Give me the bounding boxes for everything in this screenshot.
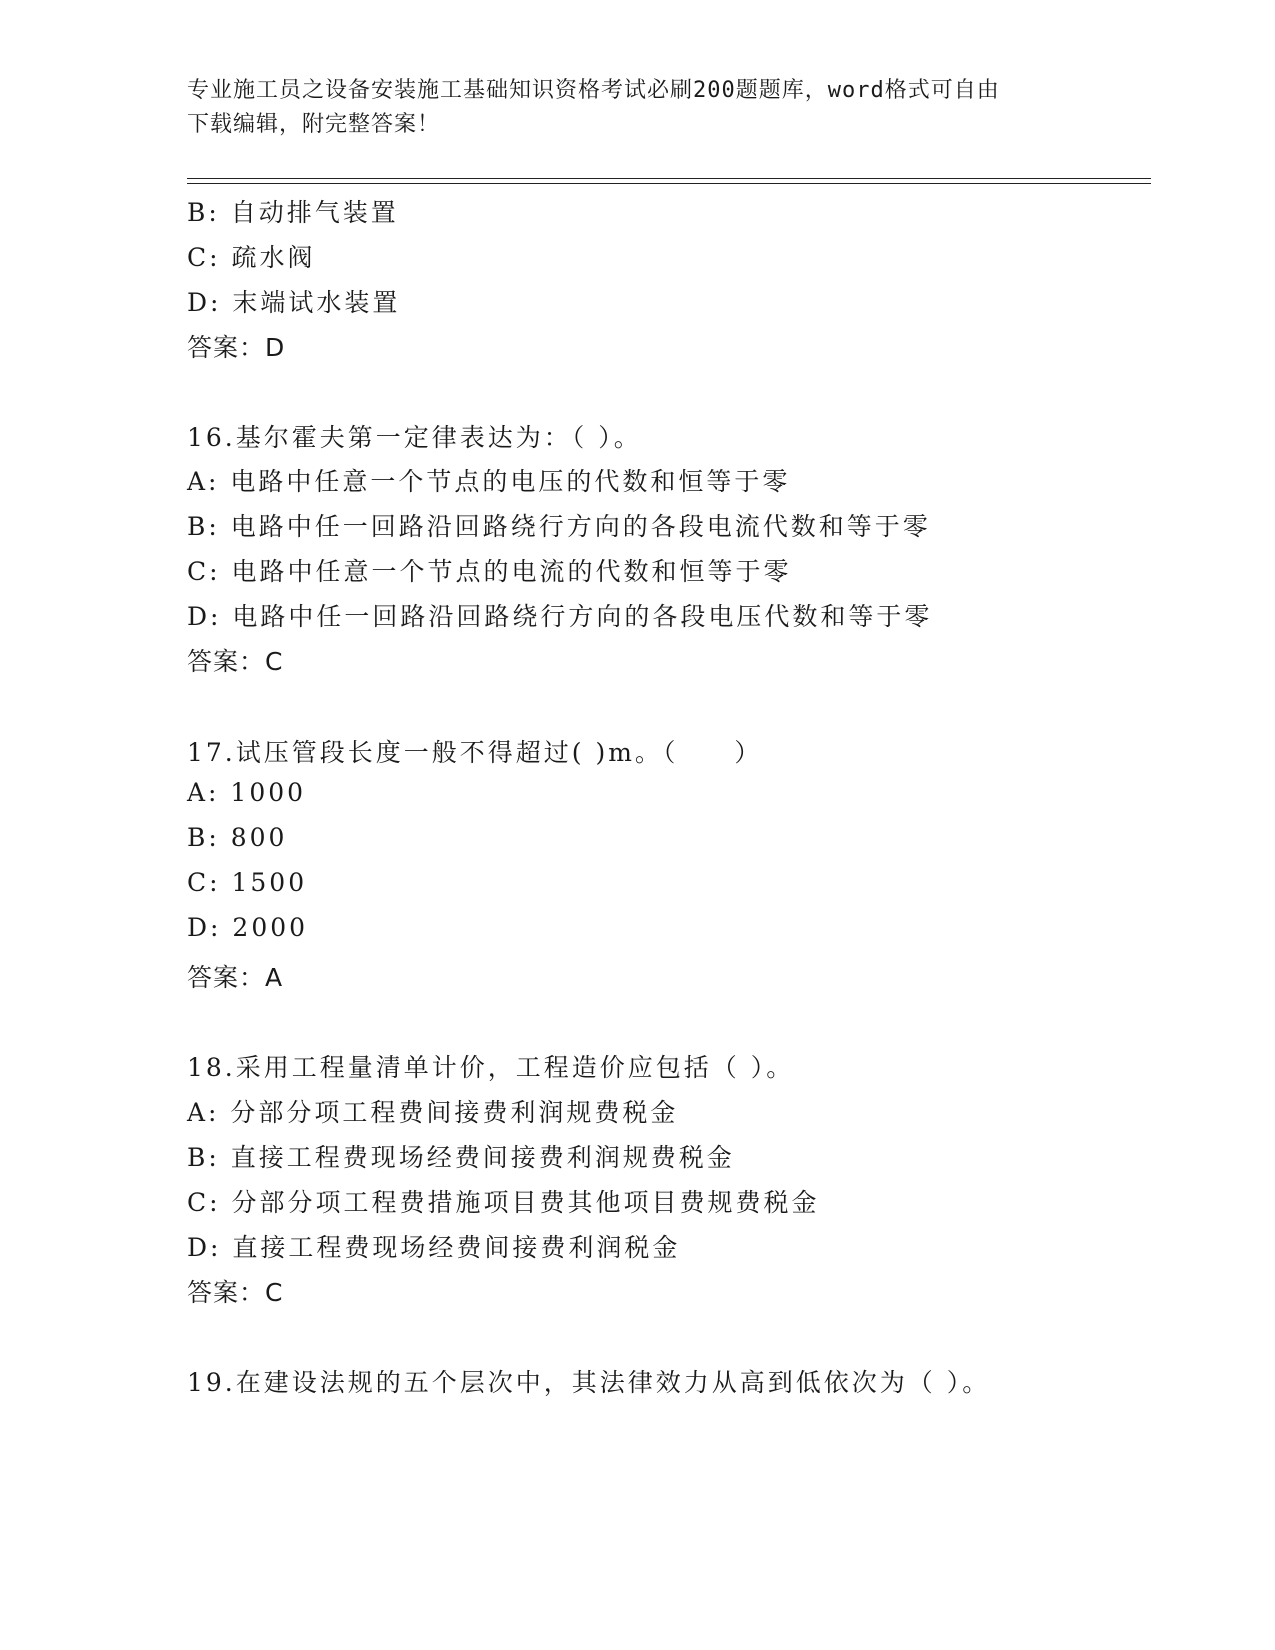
q15-option-c: C: 疏水阀 [187,243,316,272]
q16-option-d: D: 电路中任一回路沿回路绕行方向的各段电压代数和等于零 [187,602,933,631]
q19-stem: 19.在建设法规的五个层次中，其法律效力从高到低依次为（ ）。 [187,1368,991,1397]
header-divider-bottom [187,183,1151,184]
q15-answer: 答案：D [187,333,286,362]
q15-option-d: D: 末端试水装置 [187,288,401,317]
q17-stem: 17.试压管段长度一般不得超过( )m。（ ） [187,738,763,767]
q15-option-b: B: 自动排气装置 [187,198,399,227]
q18-option-a: A: 分部分项工程费间接费利润规费税金 [187,1098,679,1127]
q17-answer: 答案：A [187,963,284,992]
q18-option-c: C: 分部分项工程费措施项目费其他项目费规费税金 [187,1188,820,1217]
q17-option-b: B: 800 [187,823,288,852]
header-line-2: 下载编辑，附完整答案！ [187,112,441,137]
header-divider-top [187,178,1151,179]
q16-stem: 16.基尔霍夫第一定律表达为：（ ）。 [187,423,642,452]
q16-option-a: A: 电路中任意一个节点的电压的代数和恒等于零 [187,467,791,496]
document-header [187,74,1087,142]
q16-option-c: C: 电路中任意一个节点的电流的代数和恒等于零 [187,557,792,586]
q16-option-b: B: 电路中任一回路沿回路绕行方向的各段电流代数和等于零 [187,512,931,541]
q18-stem: 18.采用工程量清单计价，工程造价应包括（ ）。 [187,1053,795,1082]
q17-option-a: A: 1000 [187,778,307,807]
q18-option-d: D: 直接工程费现场经费间接费利润税金 [187,1233,681,1262]
q18-answer: 答案：C [187,1278,284,1307]
q17-option-c: C: 1500 [187,868,308,897]
q16-answer: 答案：C [187,647,284,676]
q17-option-d: D: 2000 [187,913,309,942]
header-line-1: 专业施工员之设备安装施工基础知识资格考试必刷200题题库，word格式可自由 [187,78,1000,103]
q18-option-b: B: 直接工程费现场经费间接费利润规费税金 [187,1143,735,1172]
